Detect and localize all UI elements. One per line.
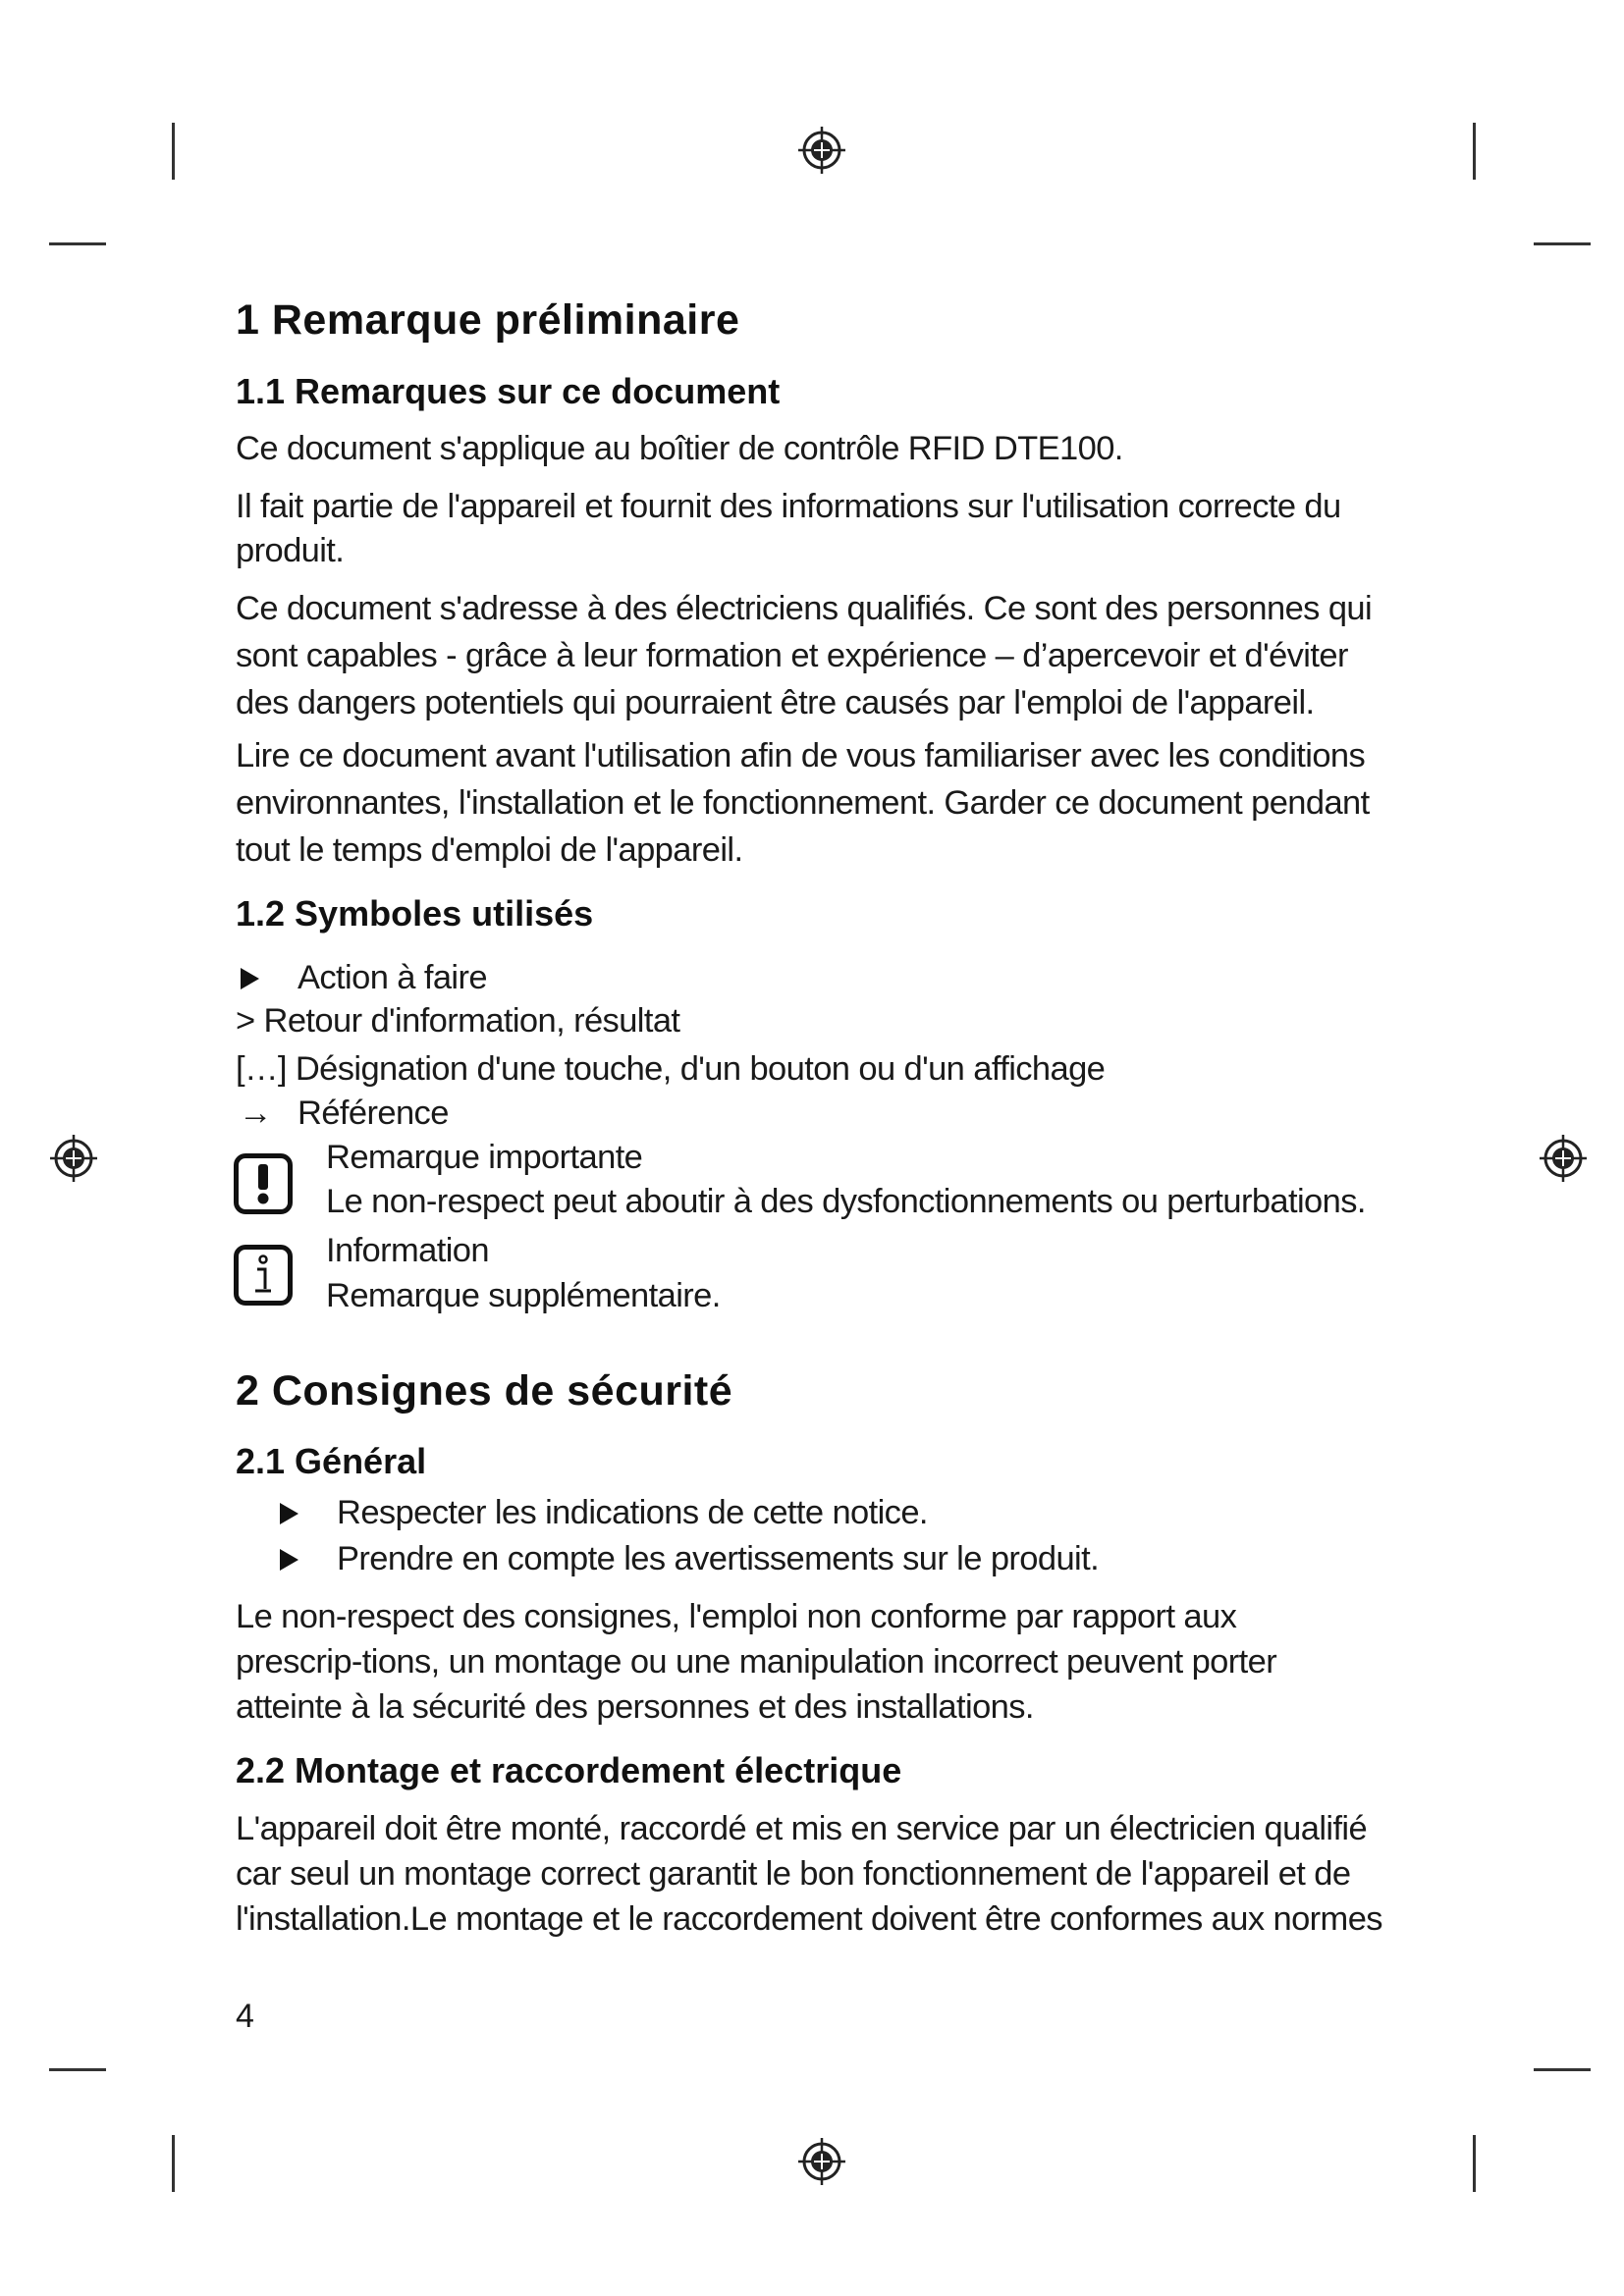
- registration-mark-icon: [1537, 1132, 1590, 1185]
- info-icon: [234, 1245, 293, 1306]
- symbol-designation-label: […] Désignation d'une touche, d'un bouton ou d'un affichage: [236, 1050, 1106, 1088]
- exclamation-icon: [234, 1153, 293, 1214]
- symbol-action-label: Action à faire: [298, 959, 487, 996]
- action-arrow-icon: [280, 1549, 298, 1571]
- page-number: 4: [236, 1998, 254, 2035]
- symbol-retour-label: > Retour d'information, résultat: [236, 1002, 680, 1040]
- important-title: Remarque importante: [326, 1139, 643, 1176]
- paragraph: L'appareil doit être monté, raccordé et mis en service par un électricien qualifié car seul un montage correct garantit le bon fonctionnement de l'appareil et de l'installation.Le montage et le raccordement doivent être conformes aux normes: [236, 1810, 1382, 1938]
- paragraph: Lire ce document avant l'utilisation afin de vous familiariser avec les conditions environnantes, l'installation et le fonctionnement. Garder ce document pendant tout le temps d'emploi de l'appareil.: [236, 737, 1370, 869]
- crop-mark-left-upper: [49, 242, 106, 245]
- bullet-item: Respecter les indications de cette notice.: [337, 1494, 928, 1531]
- paragraph: Il fait partie de l'appareil et fournit des informations sur l'utilisation correcte du produit.: [236, 488, 1341, 569]
- registration-mark-icon: [47, 1132, 100, 1185]
- crop-mark-left-lower: [49, 2068, 106, 2071]
- registration-mark-icon: [795, 124, 848, 177]
- crop-mark-top-left: [172, 123, 175, 180]
- paragraph: Le non-respect des consignes, l'emploi non conforme par rapport aux prescrip-tions, un montage ou une manipulation incorrect peuvent porter atteinte à la sécurité des personnes et des installations.: [236, 1598, 1277, 1726]
- crop-mark-right-upper: [1534, 242, 1591, 245]
- crop-mark-bottom-left: [172, 2135, 175, 2192]
- section-title-2-1: 2.1 Général: [236, 1441, 427, 1481]
- crop-mark-top-right: [1473, 123, 1476, 180]
- section-title-1-2: 1.2 Symboles utilisés: [236, 893, 594, 934]
- reference-arrow-icon: →: [239, 1095, 272, 1132]
- paragraph: Ce document s'adresse à des électriciens qualifiés. Ce sont des personnes qui sont capables - grâce à leur formation et expérience – d’apercevoir et d'éviter des dangers potentiels qui pourraient être causés par l'emploi de l'appareil.: [236, 590, 1373, 721]
- bullet-item: Prendre en compte les avertissements sur le produit.: [337, 1540, 1100, 1577]
- paragraph: Ce document s'applique au boîtier de contrôle RFID DTE100.: [236, 430, 1123, 467]
- section-title-1-1: 1.1 Remarques sur ce document: [236, 371, 781, 411]
- registration-mark-icon: [795, 2135, 848, 2188]
- section-title-1: 1 Remarque préliminaire: [236, 296, 740, 344]
- action-arrow-icon: [241, 968, 259, 989]
- symbol-reference-label: Référence: [298, 1095, 449, 1132]
- section-title-2-2: 2.2 Montage et raccordement électrique: [236, 1750, 902, 1790]
- section-title-2: 2 Consignes de sécurité: [236, 1367, 733, 1415]
- crop-mark-right-lower: [1534, 2068, 1591, 2071]
- info-text: Remarque supplémentaire.: [326, 1277, 721, 1314]
- info-title: Information: [326, 1232, 489, 1269]
- action-arrow-icon: [280, 1503, 298, 1524]
- crop-mark-bottom-right: [1473, 2135, 1476, 2192]
- important-text: Le non-respect peut aboutir à des dysfonctionnements ou perturbations.: [326, 1183, 1366, 1220]
